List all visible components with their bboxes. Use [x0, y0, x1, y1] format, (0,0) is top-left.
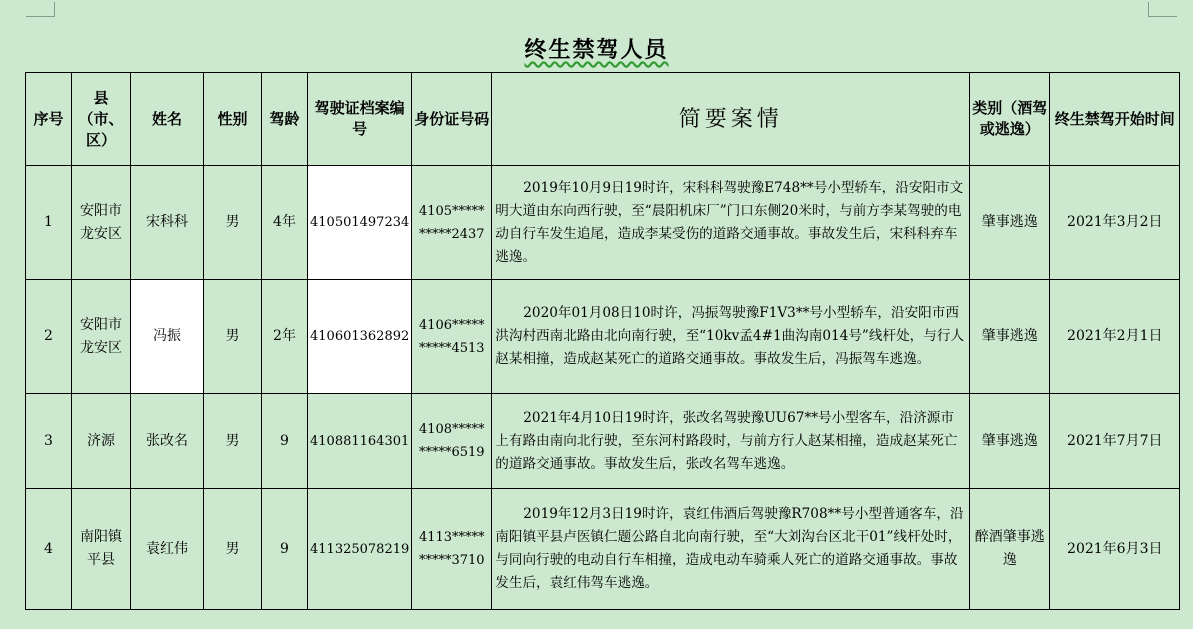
- cell-gender: 男: [204, 489, 262, 610]
- cell-license: 410601362892: [308, 280, 412, 394]
- table-row: [26, 166, 1180, 280]
- idcard-part1: 4105*****: [418, 203, 485, 219]
- cell-start: 2021年6月3日: [1050, 489, 1180, 610]
- header-license: 驾驶证档案编号: [308, 73, 412, 166]
- cell-name: 宋科科: [131, 166, 204, 280]
- cell-category: 肇事逃逸: [970, 394, 1050, 489]
- cell-years: 4年: [262, 166, 308, 280]
- cell-seq: 4: [26, 489, 72, 610]
- header-name: 姓名: [131, 73, 204, 166]
- cell-name: 袁红伟: [131, 489, 204, 610]
- cell-county: 南阳镇平县: [72, 489, 131, 610]
- banned-drivers-table: [25, 72, 1180, 610]
- cell-county: 安阳市龙安区: [72, 280, 131, 394]
- cell-name: 张改名: [131, 394, 204, 489]
- cell-summary: [492, 280, 970, 394]
- cell-seq: 3: [26, 394, 72, 489]
- cell-summary: [492, 394, 970, 489]
- header-seq: 序号: [26, 73, 72, 166]
- cell-license: 410881164301: [308, 394, 412, 489]
- header-idcard: 身份证号码: [412, 73, 492, 166]
- document-title: [0, 33, 1193, 64]
- header-gender: 性别: [204, 73, 262, 166]
- idcard-part1: 4113*****: [418, 530, 485, 545]
- cell-category: 肇事逃逸: [970, 280, 1050, 394]
- summary-text: 2021年4月10日19时许，张改名驾驶豫UU67**号小型客车，沿济源市上有路由南向北行驶，至东河村路段时，与前方行人赵某相撞，造成赵某死亡的道路交通事故。事故发生后，张改名驾车逃逸。: [495, 409, 958, 472]
- idcard-part2: *****6519: [418, 445, 485, 460]
- title-text: 终生禁驾人员: [524, 37, 669, 63]
- cell-summary: [492, 166, 970, 280]
- cell-license: 411325078219: [308, 489, 412, 610]
- header-years: 驾龄: [262, 73, 308, 166]
- summary-text: 2020年01月08日10时许，冯振驾驶豫F1V3**号小型轿车，沿安阳市西洪沟村西南北路由北向南行驶，至“10kv孟4#1曲沟南014号”线杆处，与行人赵某相撞，造成赵某死亡的道路交通事故。事故发生后，冯振驾车逃逸。: [495, 305, 965, 367]
- cell-gender: 男: [204, 394, 262, 489]
- header-county: 县（市、区）: [72, 73, 131, 166]
- header-category: 类别（酒驾或逃逸）: [970, 73, 1050, 166]
- table-row: [26, 280, 1180, 394]
- cell-county: 济源: [72, 394, 131, 489]
- cell-category: 醉酒肇事逃逸: [970, 489, 1050, 610]
- page-corner-mark: [26, 2, 55, 17]
- cell-summary: [492, 489, 970, 610]
- idcard-part2: *****4513: [418, 340, 485, 356]
- cell-category: 肇事逃逸: [970, 166, 1050, 280]
- cell-idcard: [412, 489, 492, 610]
- cell-idcard: [412, 280, 492, 394]
- cell-idcard: [412, 394, 492, 489]
- table-header-row: [26, 73, 1180, 166]
- table-row: [26, 489, 1180, 610]
- cell-years: 9: [262, 394, 308, 489]
- page-corner-mark: [1148, 2, 1177, 17]
- summary-text: 2019年10月9日19时许，宋科科驾驶豫E748**号小型轿车，沿安阳市文明大道由东向西行驶，至“晨阳机床厂”门口东侧20米时，与前方李某驾驶的电动自行车发生追尾，造成李某受伤的道路交通事故。事故发生后，宋科科弃车逃逸。: [495, 179, 964, 265]
- cell-seq: 1: [26, 166, 72, 280]
- cell-license: 410501497234: [308, 166, 412, 280]
- cell-gender: 男: [204, 166, 262, 280]
- cell-county: 安阳市龙安区: [72, 166, 131, 280]
- cell-start: 2021年7月7日: [1050, 394, 1180, 489]
- cell-years: 9: [262, 489, 308, 610]
- cell-name: 冯振: [131, 280, 204, 394]
- cell-gender: 男: [204, 280, 262, 394]
- idcard-part2: *****3710: [418, 553, 485, 568]
- summary-text: 2019年12月3日19时许，袁红伟酒后驾驶豫R708**号小型普通客车，沿南阳镇平县卢医镇仁题公路自北向南行驶，至“大刘沟台区北干01”线杆处时，与同向行驶的电动自行车相撞，造成电动车骑乘人死亡的道路交通事故。事故发生后，袁红伟驾车逃逸。: [495, 506, 964, 591]
- idcard-part2: *****2437: [418, 226, 485, 242]
- cell-start: 2021年3月2日: [1050, 166, 1180, 280]
- cell-idcard: [412, 166, 492, 280]
- table-row: [26, 394, 1180, 489]
- idcard-part1: 4106*****: [418, 317, 485, 333]
- cell-start: 2021年2月1日: [1050, 280, 1180, 394]
- header-summary: 简要案情: [492, 73, 970, 166]
- header-start: 终生禁驾开始时间: [1050, 73, 1180, 166]
- idcard-part1: 4108*****: [418, 422, 485, 437]
- cell-years: 2年: [262, 280, 308, 394]
- cell-seq: 2: [26, 280, 72, 394]
